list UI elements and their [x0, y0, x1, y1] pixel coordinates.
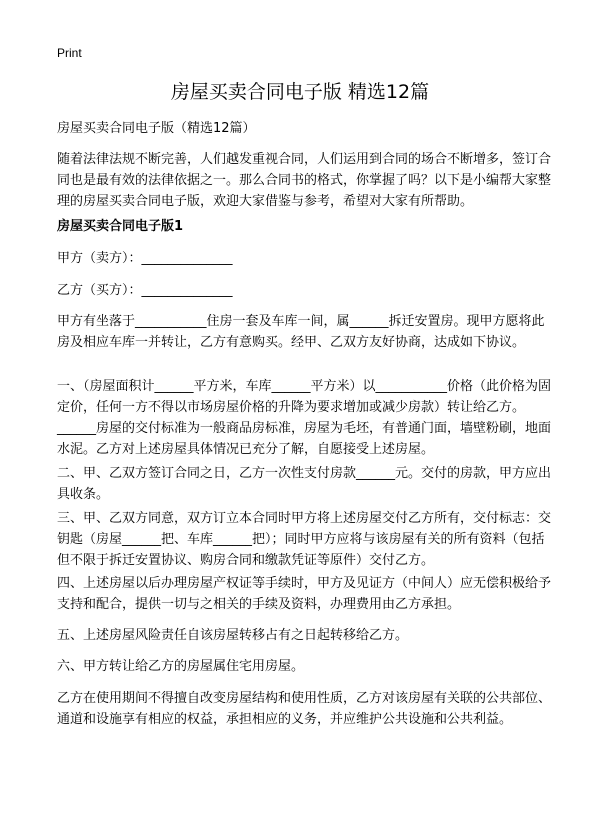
clause-7: 乙方在使用期间不得擅自改变房屋结构和使用性质，乙方对该房屋有关联的公共部位、通道和设施享有相应的权益，承担相应的义务，并应维护公共设施和公共利益。 [57, 691, 552, 727]
party-a-line: 甲方（卖方）：______________ [57, 251, 233, 266]
document-title: 房屋买卖合同电子版 精选12篇 [170, 81, 430, 103]
party-b-line: 乙方（买方）：______________ [57, 283, 233, 298]
clause-3: 三、甲、乙双方同意，双方订立本合同时甲方将上述房屋交付乙方所有，交付标志：交钥匙（房屋______把、车库______把）；同时甲方应将与该房屋有关的所有资料（包括但不限于拆迁安置协议、购房合同和缴款凭证等原件）交付乙方。 [57, 511, 552, 568]
intro-paragraph: 随着法律法规不断完善，人们越发重视合同，人们运用到合同的场合不断增多，签订合同也是最有效的法律依据之一。那么合同书的格式，你掌握了吗？以下是小编帮大家整理的房屋买卖合同电子版，欢迎大家借鉴与参考，希望对大家有所帮助。 [57, 152, 552, 209]
preamble-paragraph: 甲方有坐落于___________住房一套及车库一间，属______拆迁安置房。现甲方愿将此房及相应车库一并转让，乙方有意购买。经甲、乙双方友好协商，达成如下协议。 [57, 314, 545, 350]
print-link[interactable]: Print [57, 46, 82, 60]
clause-1: 一、（房屋面积计______平方米，车库______平方米）以___________价格（此价格为固定价，任何一方不得以市场房屋价格的升降为要求增加或减少房款）转让给乙方。______房屋的交付标准为一般商品房标准，房屋为毛坯，有普通门面，墙壁粉刷，地面水泥。乙方对上述房屋具体情况已充分了解，自愿接受上述房屋。 [57, 379, 552, 457]
clause-4: 四、上述房屋以后办理房屋产权证等手续时，甲方及见证方（中间人）应无偿积极给予支持和配合，提供一切与之相关的手续及资料，办理费用由乙方承担。 [57, 576, 552, 612]
clause-6: 六、甲方转让给乙方的房屋属住宅用房屋。 [57, 659, 305, 674]
clause-2: 二、甲、乙双方签订合同之日，乙方一次性支付房款______元。交付的房款，甲方应出具收条。 [57, 466, 552, 502]
document-subtitle: 房屋买卖合同电子版（精选12篇） [57, 121, 256, 136]
clause-5: 五、上述房屋风险责任自该房屋转移占有之日起转移给乙方。 [57, 628, 409, 643]
section-heading: 房屋买卖合同电子版1 [57, 219, 184, 234]
